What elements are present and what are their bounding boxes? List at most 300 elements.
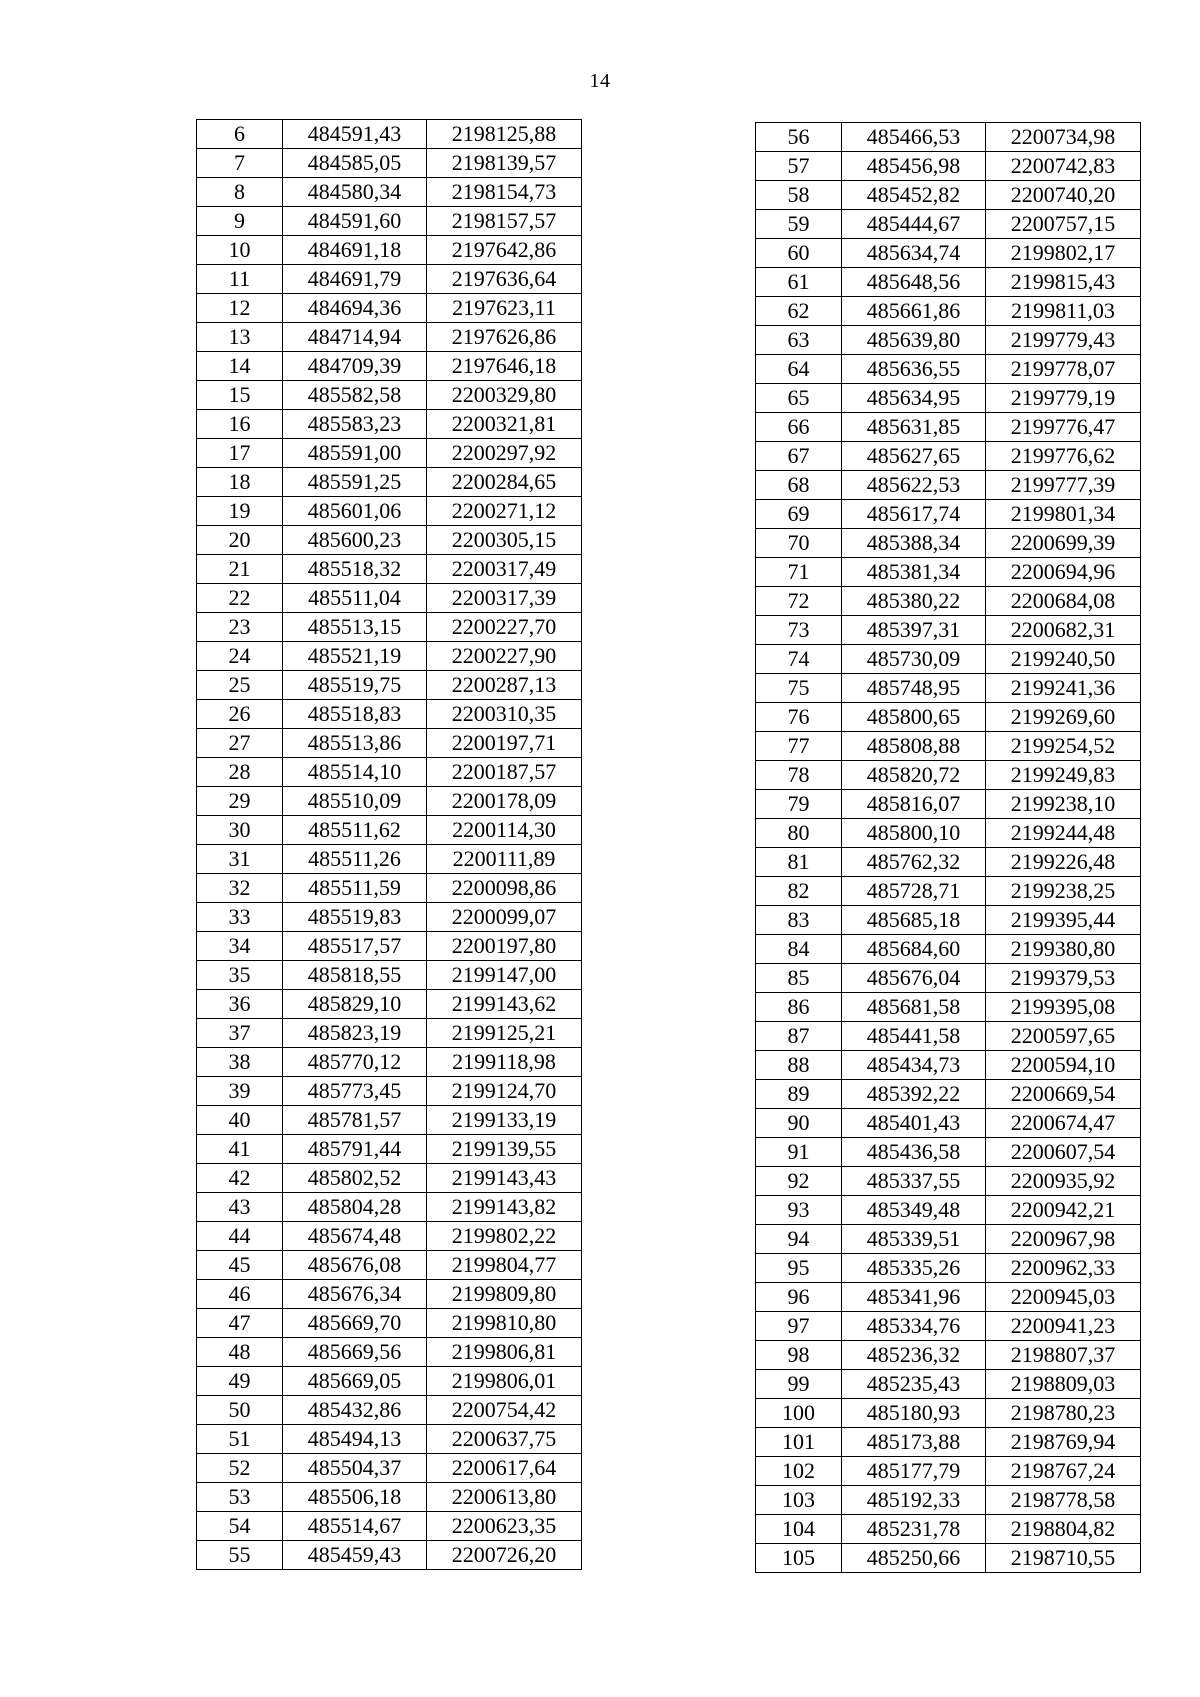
- point-number-cell: 28: [197, 758, 283, 787]
- x-coordinate-cell: 485591,25: [283, 468, 427, 497]
- x-coordinate-cell: 485634,95: [842, 384, 986, 413]
- x-coordinate-cell: 485381,34: [842, 558, 986, 587]
- point-number-cell: 36: [197, 990, 283, 1019]
- y-coordinate-cell: 2199139,55: [427, 1135, 582, 1164]
- y-coordinate-cell: 2198778,58: [986, 1486, 1141, 1515]
- table-row: [197, 671, 582, 700]
- point-number-cell: 16: [197, 410, 283, 439]
- y-coordinate-cell: 2200669,54: [986, 1080, 1141, 1109]
- x-coordinate-cell: 485513,86: [283, 729, 427, 758]
- table-row: [756, 1428, 1141, 1457]
- x-coordinate-cell: 485622,53: [842, 471, 986, 500]
- x-coordinate-cell: 485773,45: [283, 1077, 427, 1106]
- x-coordinate-cell: 485781,57: [283, 1106, 427, 1135]
- y-coordinate-cell: 2200945,03: [986, 1283, 1141, 1312]
- x-coordinate-cell: 485514,67: [283, 1512, 427, 1541]
- x-coordinate-cell: 485231,78: [842, 1515, 986, 1544]
- table-row: [197, 468, 582, 497]
- point-number-cell: 81: [756, 848, 842, 877]
- x-coordinate-cell: 485434,73: [842, 1051, 986, 1080]
- y-coordinate-cell: 2198154,73: [427, 178, 582, 207]
- y-coordinate-cell: 2200317,39: [427, 584, 582, 613]
- x-coordinate-cell: 485335,26: [842, 1254, 986, 1283]
- point-number-cell: 94: [756, 1225, 842, 1254]
- x-coordinate-cell: 485192,33: [842, 1486, 986, 1515]
- y-coordinate-cell: 2200287,13: [427, 671, 582, 700]
- point-number-cell: 6: [197, 120, 283, 149]
- x-coordinate-cell: 485802,52: [283, 1164, 427, 1193]
- table-row: [756, 1312, 1141, 1341]
- x-coordinate-cell: 484691,18: [283, 236, 427, 265]
- point-number-cell: 8: [197, 178, 283, 207]
- y-coordinate-cell: 2197646,18: [427, 352, 582, 381]
- x-coordinate-cell: 485829,10: [283, 990, 427, 1019]
- point-number-cell: 93: [756, 1196, 842, 1225]
- x-coordinate-cell: 485392,22: [842, 1080, 986, 1109]
- table-row: [197, 1483, 582, 1512]
- table-row: [756, 268, 1141, 297]
- table-row: [197, 207, 582, 236]
- table-row: [197, 410, 582, 439]
- table-row: [756, 790, 1141, 819]
- table-row: [756, 877, 1141, 906]
- x-coordinate-cell: 485800,65: [842, 703, 986, 732]
- x-coordinate-cell: 485519,75: [283, 671, 427, 700]
- x-coordinate-cell: 485177,79: [842, 1457, 986, 1486]
- table-row: [756, 500, 1141, 529]
- x-coordinate-cell: 485601,06: [283, 497, 427, 526]
- point-number-cell: 41: [197, 1135, 283, 1164]
- point-number-cell: 103: [756, 1486, 842, 1515]
- table-row: [197, 120, 582, 149]
- x-coordinate-cell: 485591,00: [283, 439, 427, 468]
- table-row: [197, 497, 582, 526]
- x-coordinate-cell: 485627,65: [842, 442, 986, 471]
- table-row: [197, 1106, 582, 1135]
- x-coordinate-cell: 485511,59: [283, 874, 427, 903]
- y-coordinate-cell: 2200297,92: [427, 439, 582, 468]
- y-coordinate-cell: 2198767,24: [986, 1457, 1141, 1486]
- point-number-cell: 91: [756, 1138, 842, 1167]
- y-coordinate-cell: 2199778,07: [986, 355, 1141, 384]
- table-row: [756, 471, 1141, 500]
- y-coordinate-cell: 2199802,17: [986, 239, 1141, 268]
- table-row: [756, 1080, 1141, 1109]
- table-row: [756, 906, 1141, 935]
- point-number-cell: 22: [197, 584, 283, 613]
- x-coordinate-cell: 485634,74: [842, 239, 986, 268]
- point-number-cell: 59: [756, 210, 842, 239]
- x-coordinate-cell: 485511,26: [283, 845, 427, 874]
- y-coordinate-cell: 2200178,09: [427, 787, 582, 816]
- point-number-cell: 46: [197, 1280, 283, 1309]
- x-coordinate-cell: 485676,08: [283, 1251, 427, 1280]
- table-row: [756, 703, 1141, 732]
- x-coordinate-cell: 485397,31: [842, 616, 986, 645]
- x-coordinate-cell: 485388,34: [842, 529, 986, 558]
- y-coordinate-cell: 2200637,75: [427, 1425, 582, 1454]
- x-coordinate-cell: 485800,10: [842, 819, 986, 848]
- table-row: [756, 152, 1141, 181]
- table-row: [197, 294, 582, 323]
- x-coordinate-cell: 485648,56: [842, 268, 986, 297]
- point-number-cell: 27: [197, 729, 283, 758]
- y-coordinate-cell: 2199143,82: [427, 1193, 582, 1222]
- x-coordinate-cell: 485582,58: [283, 381, 427, 410]
- table-row: [197, 584, 582, 613]
- point-number-cell: 45: [197, 1251, 283, 1280]
- table-row: [756, 1051, 1141, 1080]
- y-coordinate-cell: 2200942,21: [986, 1196, 1141, 1225]
- x-coordinate-cell: 485250,66: [842, 1544, 986, 1573]
- table-row: [756, 1457, 1141, 1486]
- y-coordinate-cell: 2197636,64: [427, 265, 582, 294]
- y-coordinate-cell: 2199806,01: [427, 1367, 582, 1396]
- table-row: [197, 149, 582, 178]
- y-coordinate-cell: 2197642,86: [427, 236, 582, 265]
- point-number-cell: 13: [197, 323, 283, 352]
- x-coordinate-cell: 484691,79: [283, 265, 427, 294]
- point-number-cell: 34: [197, 932, 283, 961]
- y-coordinate-cell: 2200694,96: [986, 558, 1141, 587]
- y-coordinate-cell: 2199815,43: [986, 268, 1141, 297]
- x-coordinate-cell: 485791,44: [283, 1135, 427, 1164]
- y-coordinate-cell: 2199810,80: [427, 1309, 582, 1338]
- x-coordinate-cell: 484585,05: [283, 149, 427, 178]
- x-coordinate-cell: 485808,88: [842, 732, 986, 761]
- point-number-cell: 15: [197, 381, 283, 410]
- table-row: [756, 384, 1141, 413]
- y-coordinate-cell: 2200329,80: [427, 381, 582, 410]
- y-coordinate-cell: 2200197,71: [427, 729, 582, 758]
- y-coordinate-cell: 2200111,89: [427, 845, 582, 874]
- table-row: [197, 845, 582, 874]
- y-coordinate-cell: 2200757,15: [986, 210, 1141, 239]
- point-number-cell: 23: [197, 613, 283, 642]
- x-coordinate-cell: 485674,48: [283, 1222, 427, 1251]
- point-number-cell: 97: [756, 1312, 842, 1341]
- table-row: [756, 732, 1141, 761]
- table-row: [197, 555, 582, 584]
- point-number-cell: 44: [197, 1222, 283, 1251]
- point-number-cell: 35: [197, 961, 283, 990]
- y-coordinate-cell: 2198710,55: [986, 1544, 1141, 1573]
- y-coordinate-cell: 2199240,50: [986, 645, 1141, 674]
- point-number-cell: 73: [756, 616, 842, 645]
- table-row: [197, 700, 582, 729]
- y-coordinate-cell: 2199254,52: [986, 732, 1141, 761]
- x-coordinate-cell: 485818,55: [283, 961, 427, 990]
- table-row: [197, 1135, 582, 1164]
- y-coordinate-cell: 2199802,22: [427, 1222, 582, 1251]
- point-number-cell: 84: [756, 935, 842, 964]
- table-row: [756, 1254, 1141, 1283]
- y-coordinate-cell: 2199226,48: [986, 848, 1141, 877]
- y-coordinate-cell: 2200613,80: [427, 1483, 582, 1512]
- table-row: [756, 616, 1141, 645]
- point-number-cell: 11: [197, 265, 283, 294]
- table-row: [197, 1280, 582, 1309]
- x-coordinate-cell: 485728,71: [842, 877, 986, 906]
- table-row: [756, 181, 1141, 210]
- x-coordinate-cell: 485521,19: [283, 642, 427, 671]
- y-coordinate-cell: 2200187,57: [427, 758, 582, 787]
- x-coordinate-cell: 484714,94: [283, 323, 427, 352]
- y-coordinate-cell: 2199804,77: [427, 1251, 582, 1280]
- point-number-cell: 18: [197, 468, 283, 497]
- y-coordinate-cell: 2200114,30: [427, 816, 582, 845]
- table-row: [197, 1338, 582, 1367]
- point-number-cell: 64: [756, 355, 842, 384]
- x-coordinate-cell: 485669,70: [283, 1309, 427, 1338]
- y-coordinate-cell: 2198804,82: [986, 1515, 1141, 1544]
- x-coordinate-cell: 485669,56: [283, 1338, 427, 1367]
- y-coordinate-cell: 2199143,62: [427, 990, 582, 1019]
- table-row: [197, 236, 582, 265]
- point-number-cell: 43: [197, 1193, 283, 1222]
- y-coordinate-cell: 2200271,12: [427, 497, 582, 526]
- point-number-cell: 47: [197, 1309, 283, 1338]
- y-coordinate-cell: 2200197,80: [427, 932, 582, 961]
- table-row: [756, 239, 1141, 268]
- point-number-cell: 74: [756, 645, 842, 674]
- x-coordinate-cell: 485441,58: [842, 1022, 986, 1051]
- x-coordinate-cell: 485518,83: [283, 700, 427, 729]
- point-number-cell: 7: [197, 149, 283, 178]
- y-coordinate-cell: 2200317,49: [427, 555, 582, 584]
- y-coordinate-cell: 2200099,07: [427, 903, 582, 932]
- point-number-cell: 66: [756, 413, 842, 442]
- x-coordinate-cell: 485519,83: [283, 903, 427, 932]
- x-coordinate-cell: 485636,55: [842, 355, 986, 384]
- x-coordinate-cell: 485617,74: [842, 500, 986, 529]
- y-coordinate-cell: 2199811,03: [986, 297, 1141, 326]
- point-number-cell: 53: [197, 1483, 283, 1512]
- point-number-cell: 67: [756, 442, 842, 471]
- table-row: [756, 1167, 1141, 1196]
- table-row: [197, 1541, 582, 1570]
- table-row: [756, 558, 1141, 587]
- table-row: [197, 729, 582, 758]
- y-coordinate-cell: 2200962,33: [986, 1254, 1141, 1283]
- x-coordinate-cell: 485631,85: [842, 413, 986, 442]
- table-row: [756, 123, 1141, 152]
- y-coordinate-cell: 2199124,70: [427, 1077, 582, 1106]
- y-coordinate-cell: 2199238,10: [986, 790, 1141, 819]
- y-coordinate-cell: 2200623,35: [427, 1512, 582, 1541]
- point-number-cell: 78: [756, 761, 842, 790]
- table-row: [756, 442, 1141, 471]
- y-coordinate-cell: 2200321,81: [427, 410, 582, 439]
- y-coordinate-cell: 2199380,80: [986, 935, 1141, 964]
- y-coordinate-cell: 2198807,37: [986, 1341, 1141, 1370]
- x-coordinate-cell: 485334,76: [842, 1312, 986, 1341]
- point-number-cell: 24: [197, 642, 283, 671]
- point-number-cell: 30: [197, 816, 283, 845]
- y-coordinate-cell: 2198125,88: [427, 120, 582, 149]
- y-coordinate-cell: 2200310,35: [427, 700, 582, 729]
- table-row: [756, 1486, 1141, 1515]
- table-row: [756, 355, 1141, 384]
- x-coordinate-cell: 485681,58: [842, 993, 986, 1022]
- x-coordinate-cell: 485511,04: [283, 584, 427, 613]
- y-coordinate-cell: 2199143,43: [427, 1164, 582, 1193]
- point-number-cell: 77: [756, 732, 842, 761]
- table-row: [756, 1341, 1141, 1370]
- y-coordinate-cell: 2200935,92: [986, 1167, 1141, 1196]
- y-coordinate-cell: 2198139,57: [427, 149, 582, 178]
- x-coordinate-cell: 485816,07: [842, 790, 986, 819]
- point-number-cell: 10: [197, 236, 283, 265]
- point-number-cell: 52: [197, 1454, 283, 1483]
- table-row: [197, 1512, 582, 1541]
- point-number-cell: 42: [197, 1164, 283, 1193]
- table-row: [197, 1193, 582, 1222]
- table-row: [756, 297, 1141, 326]
- x-coordinate-cell: 485684,60: [842, 935, 986, 964]
- y-coordinate-cell: 2200682,31: [986, 616, 1141, 645]
- x-coordinate-cell: 484580,34: [283, 178, 427, 207]
- x-coordinate-cell: 484591,43: [283, 120, 427, 149]
- point-number-cell: 83: [756, 906, 842, 935]
- table-row: [756, 964, 1141, 993]
- point-number-cell: 21: [197, 555, 283, 584]
- x-coordinate-cell: 485730,09: [842, 645, 986, 674]
- y-coordinate-cell: 2199809,80: [427, 1280, 582, 1309]
- table-row: [756, 1399, 1141, 1428]
- table-row: [756, 819, 1141, 848]
- point-number-cell: 9: [197, 207, 283, 236]
- x-coordinate-cell: 485436,58: [842, 1138, 986, 1167]
- table-row: [197, 526, 582, 555]
- point-number-cell: 89: [756, 1080, 842, 1109]
- point-number-cell: 32: [197, 874, 283, 903]
- y-coordinate-cell: 2199244,48: [986, 819, 1141, 848]
- y-coordinate-cell: 2200305,15: [427, 526, 582, 555]
- point-number-cell: 37: [197, 1019, 283, 1048]
- x-coordinate-cell: 485444,67: [842, 210, 986, 239]
- x-coordinate-cell: 485639,80: [842, 326, 986, 355]
- y-coordinate-cell: 2198157,57: [427, 207, 582, 236]
- x-coordinate-cell: 485823,19: [283, 1019, 427, 1048]
- table-row: [756, 1196, 1141, 1225]
- x-coordinate-cell: 485401,43: [842, 1109, 986, 1138]
- table-row: [197, 1309, 582, 1338]
- y-coordinate-cell: 2199241,36: [986, 674, 1141, 703]
- point-number-cell: 86: [756, 993, 842, 1022]
- y-coordinate-cell: 2197623,11: [427, 294, 582, 323]
- x-coordinate-cell: 485456,98: [842, 152, 986, 181]
- y-coordinate-cell: 2200594,10: [986, 1051, 1141, 1080]
- x-coordinate-cell: 485762,32: [842, 848, 986, 877]
- point-number-cell: 70: [756, 529, 842, 558]
- table-row: [197, 990, 582, 1019]
- table-row: [756, 210, 1141, 239]
- table-row: [756, 1225, 1141, 1254]
- table-row: [756, 1370, 1141, 1399]
- y-coordinate-cell: 2200617,64: [427, 1454, 582, 1483]
- point-number-cell: 56: [756, 123, 842, 152]
- y-coordinate-cell: 2200284,65: [427, 468, 582, 497]
- table-row: [197, 1251, 582, 1280]
- table-row: [197, 265, 582, 294]
- point-number-cell: 19: [197, 497, 283, 526]
- point-number-cell: 104: [756, 1515, 842, 1544]
- y-coordinate-cell: 2199395,08: [986, 993, 1141, 1022]
- x-coordinate-cell: 485669,05: [283, 1367, 427, 1396]
- y-coordinate-cell: 2200726,20: [427, 1541, 582, 1570]
- point-number-cell: 58: [756, 181, 842, 210]
- y-coordinate-cell: 2197626,86: [427, 323, 582, 352]
- x-coordinate-cell: 485494,13: [283, 1425, 427, 1454]
- point-number-cell: 82: [756, 877, 842, 906]
- point-number-cell: 87: [756, 1022, 842, 1051]
- point-number-cell: 76: [756, 703, 842, 732]
- x-coordinate-cell: 485432,86: [283, 1396, 427, 1425]
- point-number-cell: 63: [756, 326, 842, 355]
- y-coordinate-cell: 2199779,19: [986, 384, 1141, 413]
- y-coordinate-cell: 2200684,08: [986, 587, 1141, 616]
- x-coordinate-cell: 485452,82: [842, 181, 986, 210]
- table-row: [197, 1048, 582, 1077]
- point-number-cell: 61: [756, 268, 842, 297]
- x-coordinate-cell: 485513,15: [283, 613, 427, 642]
- table-row: [756, 935, 1141, 964]
- y-coordinate-cell: 2198780,23: [986, 1399, 1141, 1428]
- y-coordinate-cell: 2199777,39: [986, 471, 1141, 500]
- x-coordinate-cell: 485804,28: [283, 1193, 427, 1222]
- point-number-cell: 96: [756, 1283, 842, 1312]
- point-number-cell: 105: [756, 1544, 842, 1573]
- table-row: [197, 323, 582, 352]
- point-number-cell: 39: [197, 1077, 283, 1106]
- table-row: [756, 529, 1141, 558]
- point-number-cell: 80: [756, 819, 842, 848]
- table-row: [756, 1109, 1141, 1138]
- y-coordinate-cell: 2200967,98: [986, 1225, 1141, 1254]
- point-number-cell: 33: [197, 903, 283, 932]
- x-coordinate-cell: 485459,43: [283, 1541, 427, 1570]
- table-row: [197, 816, 582, 845]
- x-coordinate-cell: 485504,37: [283, 1454, 427, 1483]
- x-coordinate-cell: 485583,23: [283, 410, 427, 439]
- x-coordinate-cell: 485506,18: [283, 1483, 427, 1512]
- point-number-cell: 31: [197, 845, 283, 874]
- point-number-cell: 14: [197, 352, 283, 381]
- table-row: [197, 439, 582, 468]
- point-number-cell: 100: [756, 1399, 842, 1428]
- table-row: [197, 1396, 582, 1425]
- y-coordinate-cell: 2200098,86: [427, 874, 582, 903]
- x-coordinate-cell: 485341,96: [842, 1283, 986, 1312]
- point-number-cell: 71: [756, 558, 842, 587]
- table-row: [197, 1454, 582, 1483]
- point-number-cell: 75: [756, 674, 842, 703]
- point-number-cell: 69: [756, 500, 842, 529]
- y-coordinate-cell: 2199147,00: [427, 961, 582, 990]
- table-row: [756, 1515, 1141, 1544]
- y-coordinate-cell: 2198769,94: [986, 1428, 1141, 1457]
- x-coordinate-cell: 485511,62: [283, 816, 427, 845]
- y-coordinate-cell: 2200674,47: [986, 1109, 1141, 1138]
- x-coordinate-cell: 485337,55: [842, 1167, 986, 1196]
- x-coordinate-cell: 485173,88: [842, 1428, 986, 1457]
- x-coordinate-cell: 485514,10: [283, 758, 427, 787]
- table-row: [197, 1164, 582, 1193]
- y-coordinate-cell: 2200227,90: [427, 642, 582, 671]
- table-row: [197, 903, 582, 932]
- y-coordinate-cell: 2199133,19: [427, 1106, 582, 1135]
